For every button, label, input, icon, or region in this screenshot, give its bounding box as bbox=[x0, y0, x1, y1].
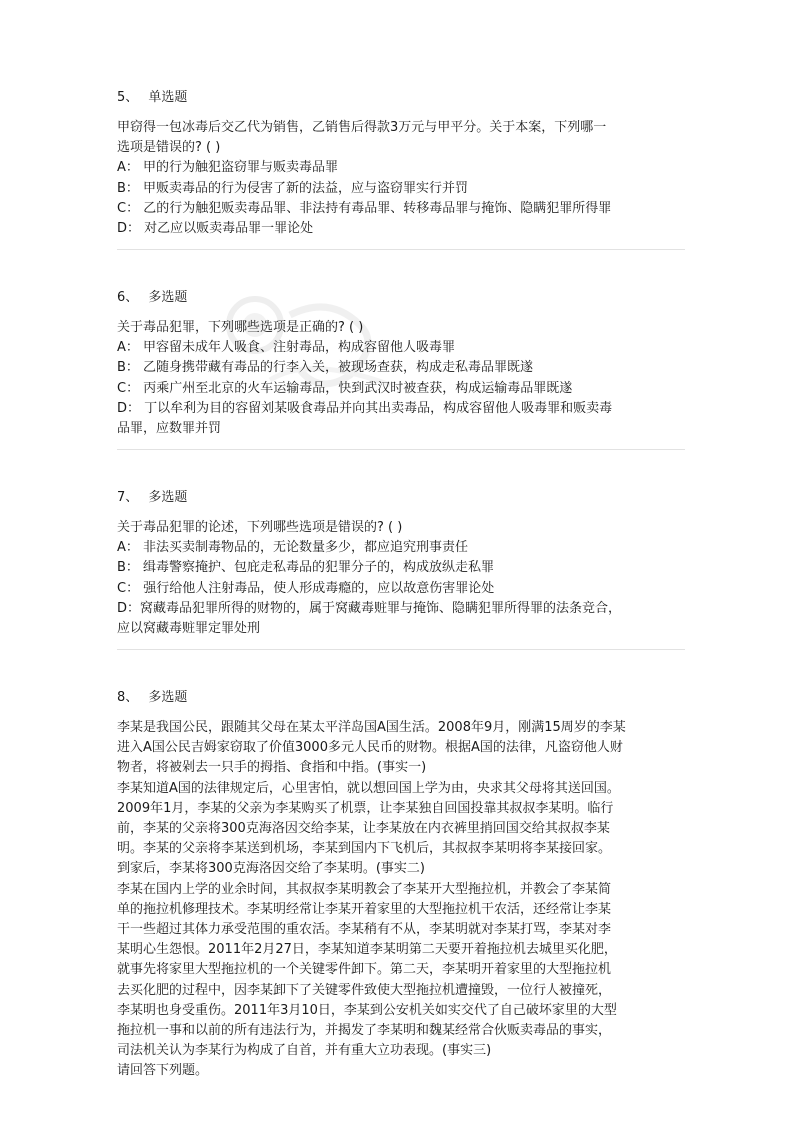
paragraph-line: 李某在国内上学的业余时间，其叔叔李某明教会了李某开大型拖拉机，并教会了李某简 bbox=[117, 881, 612, 897]
paragraph-line: 明。李某的父亲将李某送到机场，李某到国内下飞机后，其叔叔李某明将李某接回家。 bbox=[117, 841, 612, 857]
question-stem: 关于毒品犯罪，下列哪些选项是正确的? ( ) bbox=[117, 320, 364, 335]
paragraph-line: 就事先将家里大型拖拉机的一个关键零件卸下。第二天，李某明开着家里的大型拖拉机 bbox=[117, 962, 612, 978]
paragraph-line: 到家后，李某将300克海洛因交给了李某明。(事实二) bbox=[117, 861, 425, 877]
divider bbox=[117, 249, 685, 250]
option-c: C： 丙乘广州至北京的火车运输毒品，快到武汉时被查获，构成运输毒品罪既遂 bbox=[117, 380, 573, 396]
paragraph-line: 物者，将被剁去一只手的拇指、食指和中指。(事实一) bbox=[117, 760, 427, 776]
option-d: D： 丁以牟利为目的容留刘某吸食毒品并向其出卖毒品，构成容留他人吸毒罪和贩卖毒 bbox=[117, 400, 613, 416]
option-b: B： 缉毒警察掩护、包庇走私毒品的犯罪分子的，构成放纵走私罪 bbox=[117, 560, 495, 576]
question-type: 多选题 bbox=[148, 490, 188, 505]
question-stem: 选项是错误的? ( ) bbox=[117, 140, 221, 156]
question-6 bbox=[117, 288, 687, 439]
question-stem: 甲窃得一包冰毒后交乙代为销售，乙销售后得款3万元与甲平分。关于本案，下列哪一 bbox=[117, 120, 607, 135]
option-a: A： 甲的行为触犯盗窃罪与贩卖毒品罪 bbox=[117, 160, 339, 176]
case-paragraph bbox=[117, 718, 687, 1082]
option-c: C： 强行给他人注射毒品，使人形成毒瘾的，应以故意伤害罪论处 bbox=[117, 580, 495, 596]
question-stem: 关于毒品犯罪的论述，下列哪些选项是错误的? ( ) bbox=[117, 520, 403, 535]
paragraph-line: 李某是我国公民，跟随其父母在某太平洋岛国A国生活。2008年9月，刚满15周岁的李某 bbox=[117, 720, 626, 735]
question-7 bbox=[117, 488, 687, 639]
option-d-continued: 品罪，应数罪并罚 bbox=[117, 421, 222, 437]
question-header bbox=[117, 288, 687, 308]
option-c: C： 乙的行为触犯贩卖毒品罪、非法持有毒品罪、转移毒品罪与掩饰、隐瞒犯罪所得罪 bbox=[117, 200, 612, 216]
paragraph-line: 单的拖拉机修理技术。李某明经常让李某开着家里的大型拖拉机干农活，还经常让李某 bbox=[117, 901, 612, 917]
question-header bbox=[117, 488, 687, 508]
question-header bbox=[117, 88, 687, 108]
question-number: 8、 bbox=[117, 690, 139, 705]
paragraph-line: 请回答下列题。 bbox=[117, 1063, 209, 1079]
question-number: 6、 bbox=[117, 290, 139, 305]
paragraph-line: 某明心生怨恨。2011年2月27日，李某知道李某明第二天要开着拖拉机去城里买化肥， bbox=[117, 942, 617, 958]
paragraph-line: 2009年1月，李某的父亲为李某购买了机票，让李某独自回国投靠其叔叔李某明。临行 bbox=[117, 800, 614, 816]
paragraph-line: 李某知道A国的法律规定后，心里害怕，就以想回国上学为由，央求其父母将其送回国。 bbox=[117, 780, 620, 796]
question-8 bbox=[117, 688, 687, 1082]
paragraph-line: 去买化肥的过程中，因李某卸下了关键零件致使大型拖拉机遭撞毁，一位行人被撞死， bbox=[117, 982, 612, 998]
divider bbox=[117, 449, 685, 450]
question-5 bbox=[117, 88, 687, 239]
option-b: B： 甲贩卖毒品的行为侵害了新的法益，应与盗窃罪实行并罚 bbox=[117, 180, 469, 196]
divider bbox=[117, 649, 685, 650]
paragraph-line: 前，李某的父亲将300克海洛因交给李某，让李某放在内衣裤里捎回国交给其叔叔李某 bbox=[117, 821, 610, 837]
paragraph-line: 进入A国公民吉姆家窃取了价值3000多元人民币的财物。根据A国的法律，凡盗窃他人财 bbox=[117, 740, 623, 756]
paragraph-line: 干一些超过其体力承受范围的重农活。李某稍有不从，李某明就对李某打骂，李某对李 bbox=[117, 922, 612, 938]
question-type: 多选题 bbox=[148, 290, 188, 305]
option-d-continued: 应以窝藏毒赃罪定罪处刑 bbox=[117, 621, 261, 637]
question-type: 多选题 bbox=[148, 690, 188, 705]
question-number: 5、 bbox=[117, 90, 139, 105]
option-b: B： 乙随身携带藏有毒品的行李入关，被现场查获，构成走私毒品罪既遂 bbox=[117, 360, 534, 376]
option-a: A： 甲容留未成年人吸食、注射毒品，构成容留他人吸毒罪 bbox=[117, 340, 456, 356]
option-a: A： 非法买卖制毒物品的，无论数量多少，都应追究刑事责任 bbox=[117, 540, 469, 556]
option-d: D：窝藏毒品犯罪所得的财物的，属于窝藏毒赃罪与掩饰、隐瞒犯罪所得罪的法条竞合， bbox=[117, 600, 622, 616]
option-d: D： 对乙应以贩卖毒品罪一罪论处 bbox=[117, 221, 314, 237]
paragraph-line: 李某明也身受重伤。2011年3月10日，李某到公安机关如实交代了自己破坏家里的大型 bbox=[117, 1002, 617, 1018]
question-number: 7、 bbox=[117, 490, 139, 505]
paragraph-line: 拖拉机一事和以前的所有违法行为，并揭发了李某明和魏某经常合伙贩卖毒品的事实， bbox=[117, 1023, 612, 1039]
question-type: 单选题 bbox=[148, 90, 188, 105]
paragraph-line: 司法机关认为李某行为构成了自首，并有重大立功表现。(事实三) bbox=[117, 1043, 492, 1059]
question-header bbox=[117, 688, 687, 708]
